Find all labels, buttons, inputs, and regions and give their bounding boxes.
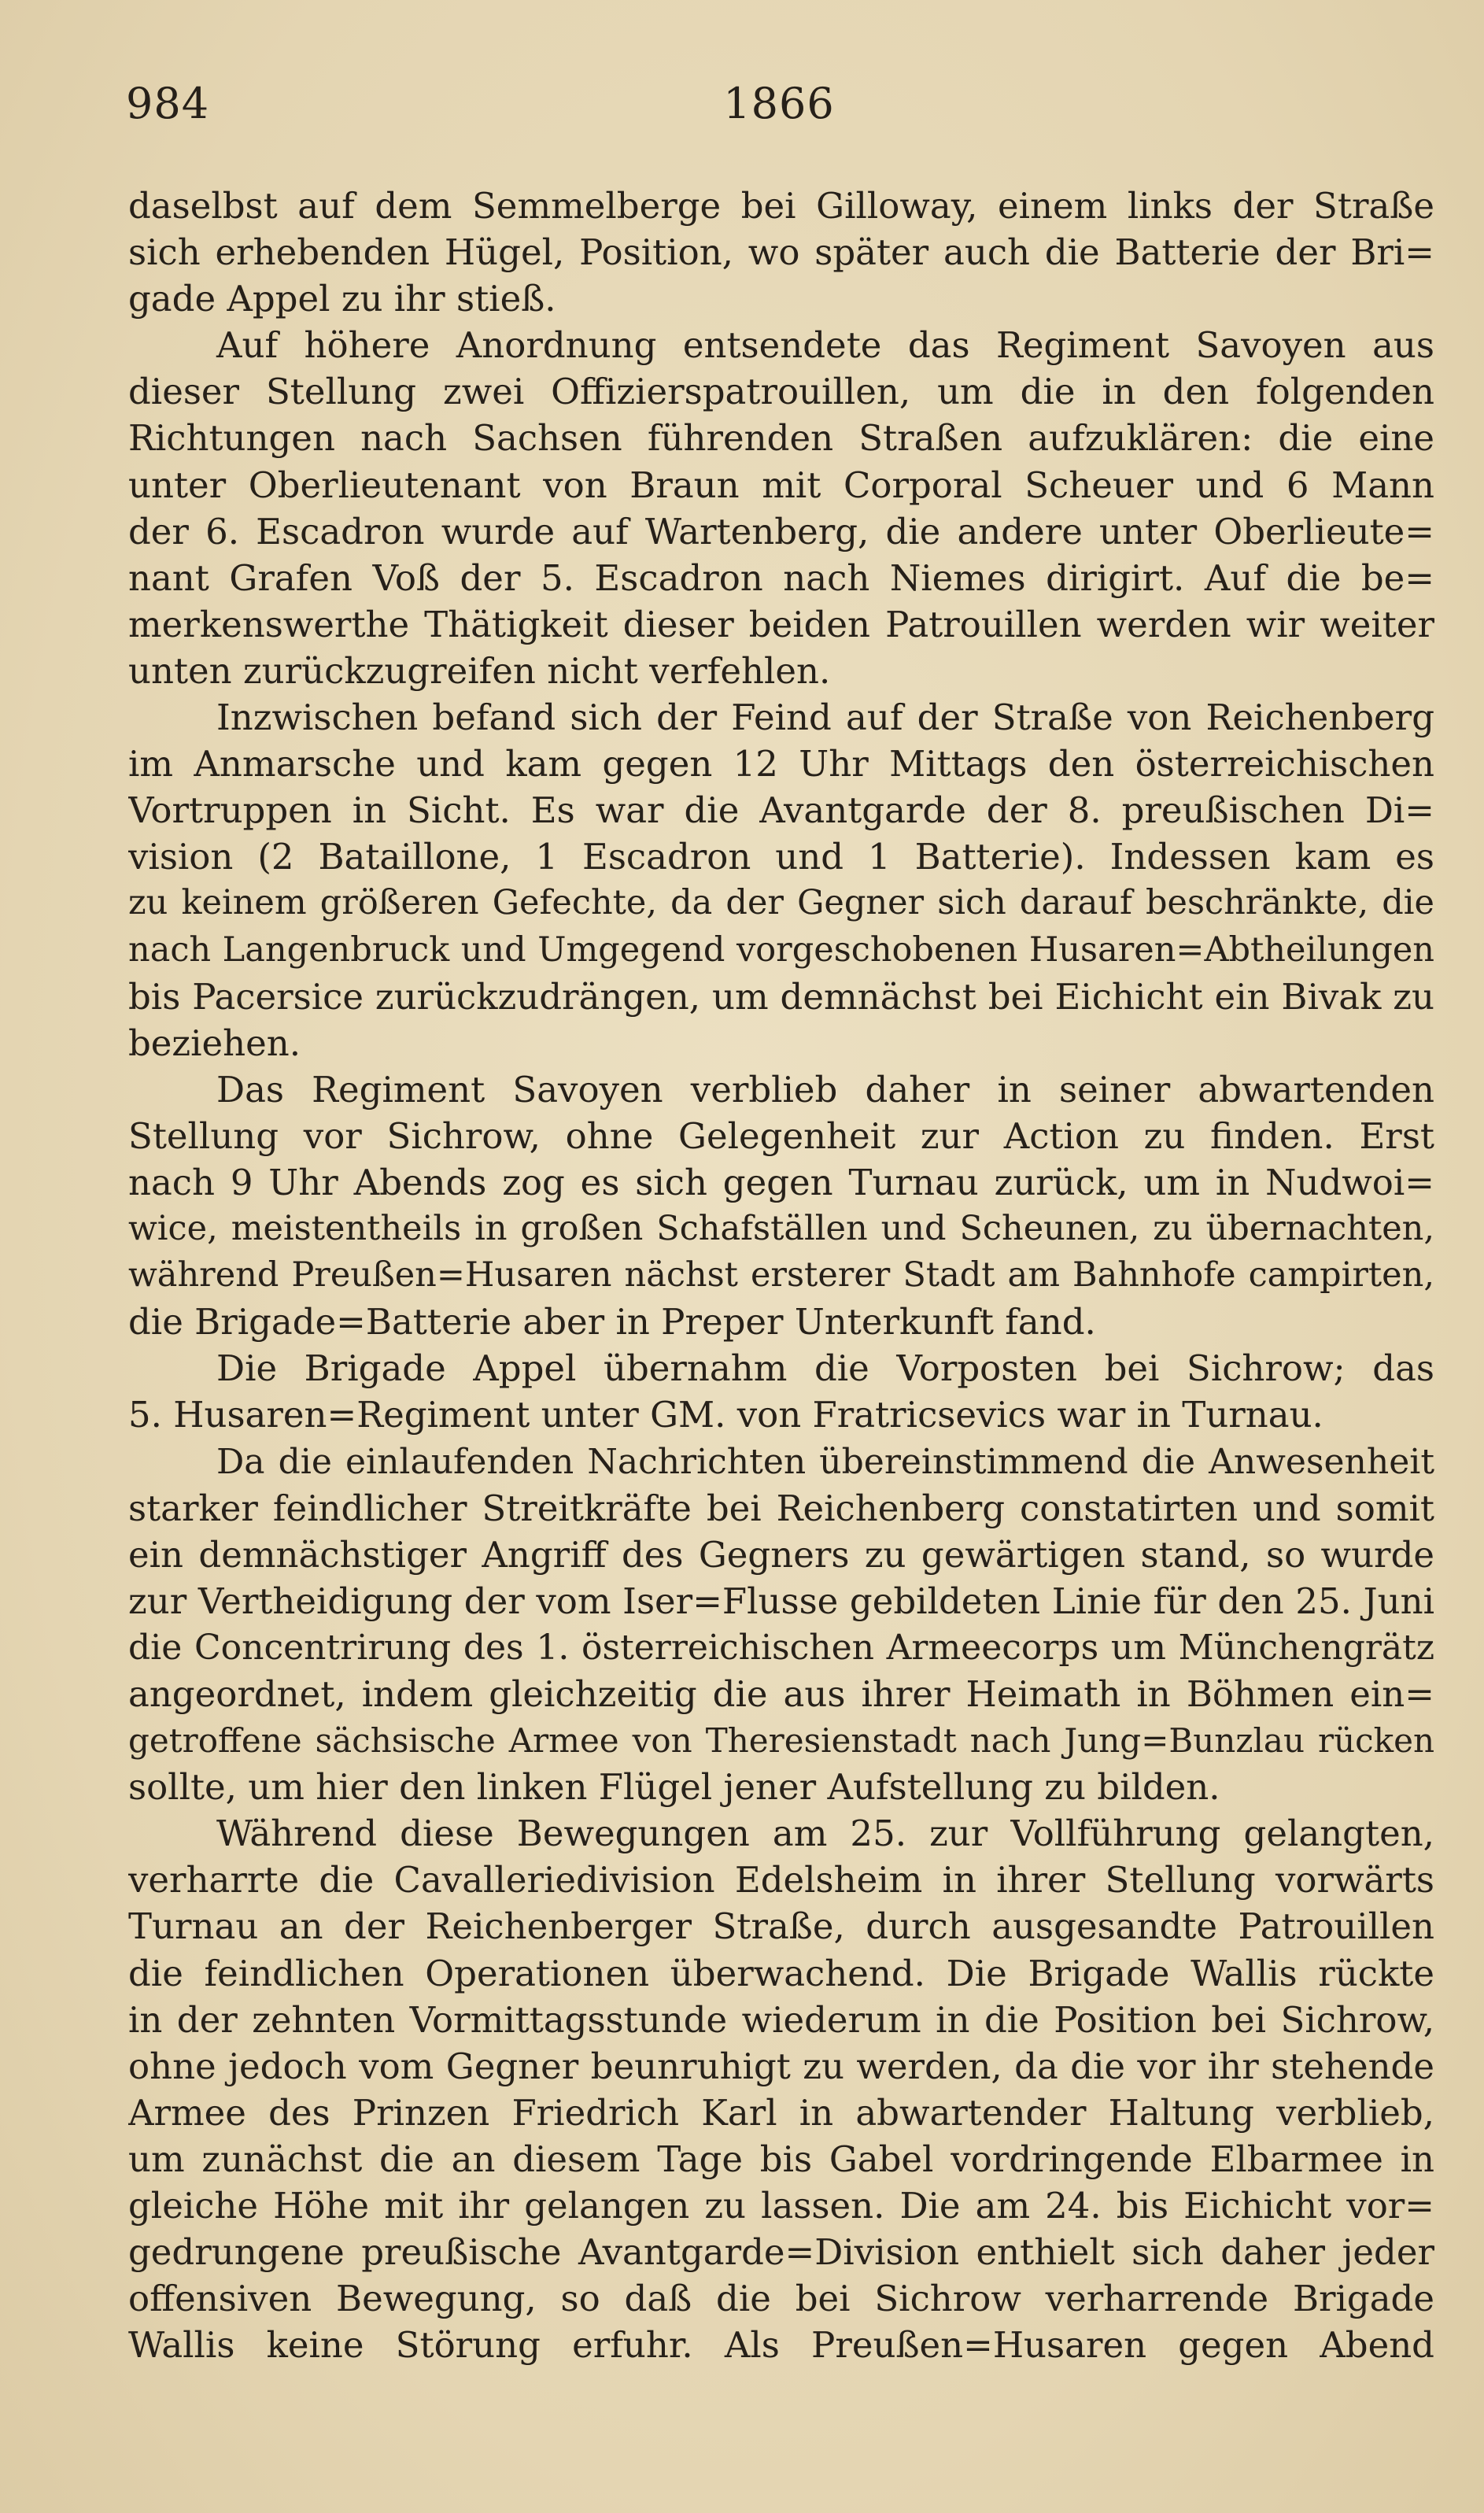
text-line: um zunächst die an diesem Tage bis Gabel vordringende Elbarmee in xyxy=(128,2138,1434,2180)
page-header xyxy=(126,79,1432,134)
text-line: sich erhebenden Hügel, Position, wo später auch die Batterie der Bri= xyxy=(128,231,1434,274)
text-line: wice, meistentheils in großen Schafställen und Scheunen, zu übernachten, xyxy=(128,1209,1434,1249)
text-line: sollte, um hier den linken Flügel jener Aufstellung zu bilden. xyxy=(128,1766,1220,1809)
text-line: Richtungen nach Sachsen führenden Straßen aufzuklären: die eine xyxy=(128,417,1434,460)
text-line: daselbst auf dem Semmelberge bei Gilloway, einem links der Straße xyxy=(128,185,1434,227)
text-line: während Preußen=Husaren nächst ersterer Stadt am Bahnhofe campirten, xyxy=(128,1255,1434,1295)
text-line: verharrte die Cavalleriedivision Edelsheim in ihrer Stellung vorwärts xyxy=(128,1859,1434,1901)
text-line: unten zurückzugreifen nicht verfehlen. xyxy=(128,649,831,692)
text-line: zu keinem größeren Gefechte, da der Gegner sich darauf beschränkte, die xyxy=(128,883,1434,923)
text-line: Stellung vor Sichrow, ohne Gelegenheit zur Action zu finden. Erst xyxy=(128,1114,1434,1157)
text-line: die Concentrirung des 1. österreichischen Armeecorps um Münchengrätz xyxy=(128,1627,1434,1668)
text-line: Da die einlaufenden Nachrichten übereinstimmend die Anwesenheit xyxy=(216,1441,1434,1482)
text-line: Turnau an der Reichenberger Straße, durch ausgesandte Patrouillen xyxy=(128,1905,1434,1948)
text-line: nach 9 Uhr Abends zog es sich gegen Turnau zurück, um in Nudwoi= xyxy=(128,1161,1434,1203)
text-line: gade Appel zu ihr stieß. xyxy=(128,278,556,320)
text-line: zur Vertheidigung der vom Iser=Flusse gebildeten Linie für den 25. Juni xyxy=(128,1580,1434,1622)
text-line: nach Langenbruck und Umgegend vorgeschobenen Husaren=Abtheilungen xyxy=(128,929,1434,970)
text-line: Inzwischen befand sich der Feind auf der Straße von Reichenberg xyxy=(216,697,1434,739)
text-line: unter Oberlieutenant von Braun mit Corporal Scheuer und 6 Mann xyxy=(128,464,1434,506)
text-line: Wallis keine Störung erfuhr. Als Preußen=Husaren gegen Abend xyxy=(128,2324,1434,2367)
text-line: gedrungene preußische Avantgarde=Division enthielt sich daher jeder xyxy=(128,2231,1434,2274)
text-line: starker feindlicher Streitkräfte bei Reichenberg constatirten und somit xyxy=(128,1487,1434,1529)
text-line: Das Regiment Savoyen verblieb daher in seiner abwartenden xyxy=(216,1068,1434,1111)
text-line: beziehen. xyxy=(128,1022,301,1064)
text-line: gleiche Höhe mit ihr gelangen zu lassen. Die am 24. bis Eichicht vor= xyxy=(128,2185,1434,2227)
text-line: bis Pacersice zurückzudrängen, um demnächst bei Eichicht ein Bivak zu xyxy=(128,975,1434,1018)
text-line: Vortruppen in Sicht. Es war die Avantgarde der 8. preußischen Di= xyxy=(128,789,1434,832)
text-line: 5. Husaren=Regiment unter GM. von Fratricsevics war in Turnau. xyxy=(128,1394,1323,1436)
text-line: in der zehnten Vormittagsstunde wiederum in die Position bei Sichrow, xyxy=(128,1998,1434,2041)
text-line: offensiven Bewegung, so daß die bei Sichrow verharrende Brigade xyxy=(128,2278,1434,2320)
body-text xyxy=(128,183,1434,2368)
text-line: im Anmarsche und kam gegen 12 Uhr Mittags den österreichischen xyxy=(128,743,1434,785)
text-line: Die Brigade Appel übernahm die Vorposten bei Sichrow; das xyxy=(216,1347,1434,1390)
text-line: Auf höhere Anordnung entsendete das Regiment Savoyen aus xyxy=(216,324,1434,367)
text-line: Armee des Prinzen Friedrich Karl in abwartender Haltung verblieb, xyxy=(128,2091,1434,2134)
text-line: angeordnet, indem gleichzeitig die aus ihrer Heimath in Böhmen ein= xyxy=(128,1673,1434,1715)
text-line: ein demnächstiger Angriff des Gegners zu gewärtigen stand, so wurde xyxy=(128,1533,1434,1576)
text-line: der 6. Escadron wurde auf Wartenberg, die andere unter Oberlieute= xyxy=(128,510,1434,552)
running-head-year: 1866 xyxy=(723,79,835,128)
text-line: ohne jedoch vom Gegner beunruhigt zu werden, da die vor ihr stehende xyxy=(128,2045,1434,2087)
text-line: getroffene sächsische Armee von Theresienstadt nach Jung=Bunzlau rücken xyxy=(128,1721,1434,1761)
text-line: die Brigade=Batterie aber in Preper Unterkunft fand. xyxy=(128,1301,1096,1343)
text-line: merkenswerthe Thätigkeit dieser beiden Patrouillen werden wir weiter xyxy=(128,603,1434,645)
text-line: die feindlichen Operationen überwachend. Die Brigade Wallis rückte xyxy=(128,1952,1434,1994)
text-line: dieser Stellung zwei Offizierspatrouillen, um die in den folgenden xyxy=(128,371,1434,413)
text-line: nant Grafen Voß der 5. Escadron nach Niemes dirigirt. Auf die be= xyxy=(128,556,1434,599)
page-number: 984 xyxy=(126,79,210,128)
text-line: vision (2 Bataillone, 1 Escadron und 1 Batterie). Indessen kam es xyxy=(128,836,1434,878)
text-line: Während diese Bewegungen am 25. zur Vollführung gelangten, xyxy=(216,1813,1434,1855)
